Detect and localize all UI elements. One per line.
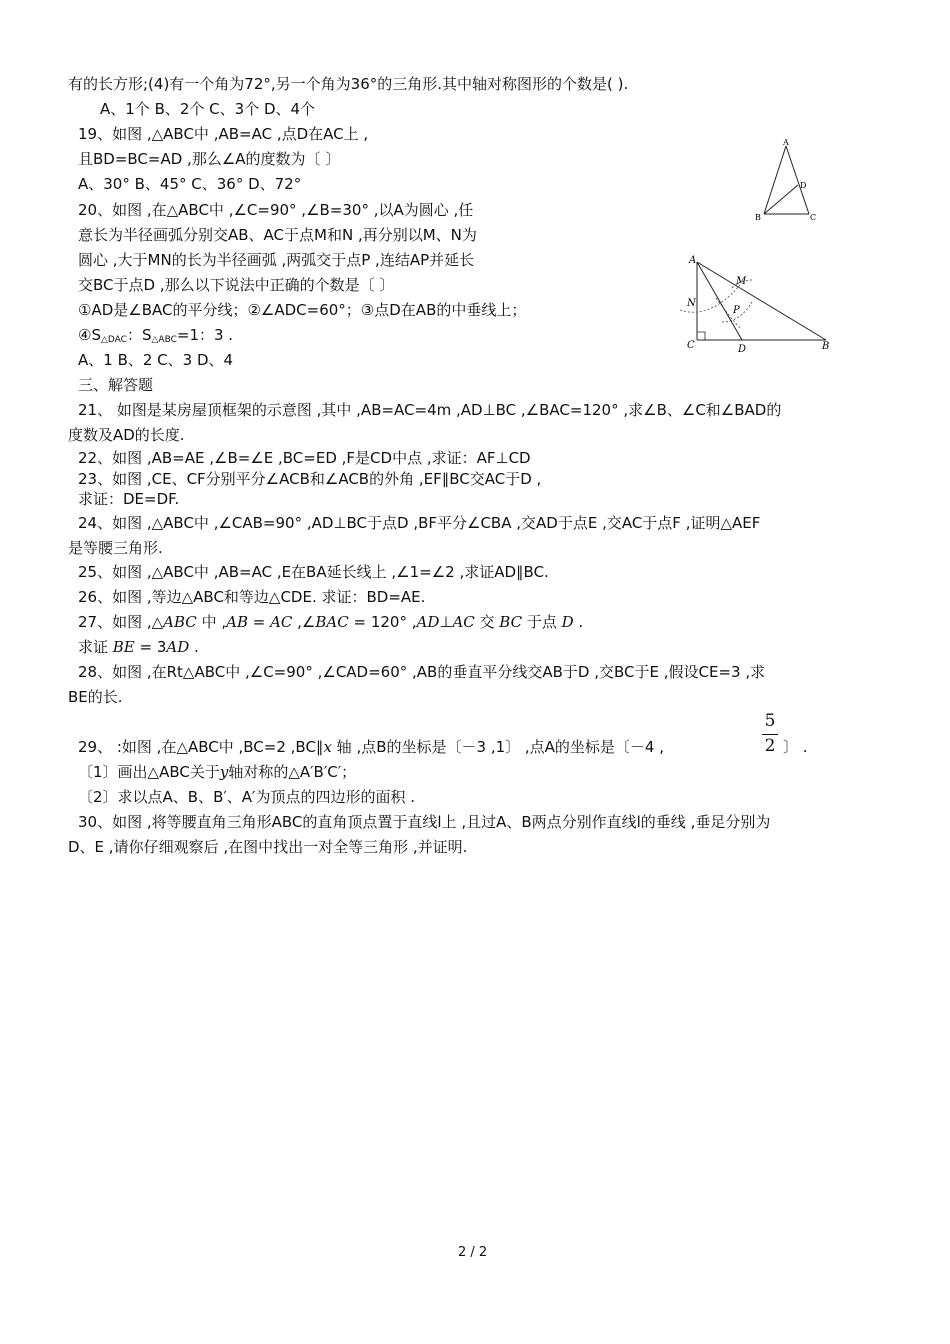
question-19-line2: 且BD=BC=AD ,那么∠A的度数为〔 〕 <box>78 150 341 168</box>
figure-q19-triangle <box>745 136 825 224</box>
label-D: D <box>800 181 807 190</box>
question-29-part2: 〔2〕求以点A、B、B′、A′为顶点的四边形的面积 . <box>78 788 415 806</box>
right-angle-mark <box>697 332 705 340</box>
question-27-line2: 求证 BE = 3AD . <box>78 638 199 656</box>
label-D: D <box>738 344 747 355</box>
fraction-denominator: 2 <box>764 736 776 756</box>
question-29-line1-end: 〕 . <box>783 738 808 756</box>
segment-AC <box>786 146 809 214</box>
question-19-line1: 19、如图 ,△ABC中 ,AB=AC ,点D在AC上 , <box>78 125 369 143</box>
question-30-line2: D、E ,请你仔细观察后 ,在图中找出一对全等三角形 ,并证明. <box>68 838 468 856</box>
label-A: A <box>689 255 697 266</box>
page-number: 2 / 2 <box>458 1245 488 1260</box>
segment-AB <box>697 262 826 340</box>
question-25: 25、如图 ,△ABC中 ,AB=AC ,E在BA延长线上 ,∠1=∠2 ,求证AD∥BC. <box>78 563 549 581</box>
question-29-line1: 29、 :如图 ,在△ABC中 ,BC=2 ,BC∥x 轴 ,点B的坐标是〔－3 ,1〕 ,点A的坐标是〔－4 , <box>78 738 665 756</box>
question-30-line1: 30、如图 ,将等腰直角三角形ABC的直角顶点置于直线l上 ,且过A、B两点分别作直线l的垂线 ,垂足分别为 <box>78 813 771 831</box>
figure-q20-triangle <box>680 250 840 356</box>
question-20-line6: $④S_{\triangle DAC}$：$S_{\triangle ABC}=1$：3 . <box>78 326 234 345</box>
label-P: P <box>733 305 740 316</box>
label-C: C <box>687 340 695 351</box>
question-18-tail: 有的长方形;(4)有一个角为72°,另一个角为36°的三角形.其中轴对称图形的个数是( ). <box>68 75 629 93</box>
label-N: N <box>687 298 696 309</box>
label-B: B <box>822 341 830 352</box>
question-23-line1: 23、如图 ,CE、CF分别平分∠ACB和∠ACB的外角 ,EF∥BC交AC于D , <box>78 470 542 488</box>
question-22: 22、如图 ,AB=AE ,∠B=∠E ,BC=ED ,F是CD中点 ,求证：AF⊥CD <box>78 449 531 467</box>
question-24-line2: 是等腰三角形. <box>68 539 163 557</box>
question-19-options: A、30° B、45° C、36° D、72° <box>78 175 302 193</box>
label-C: C <box>810 213 817 222</box>
question-20-line1: 20、如图 ,在△ABC中 ,∠C=90° ,∠B=30° ,以A为圆心 ,任 <box>78 201 474 219</box>
question-28-line1: 28、如图 ,在Rt△ABC中 ,∠C=90° ,∠CAD=60° ,AB的垂直平分线交AB于D ,交BC于E ,假设CE=3 ,求 <box>78 663 766 681</box>
question-23-line2: 求证：DE=DF. <box>78 490 180 508</box>
label-B: B <box>755 213 761 222</box>
fraction-bar <box>762 734 778 735</box>
question-21-line2: 度数及AD的长度. <box>68 426 185 444</box>
question-20-line3: 圆心 ,大于MN的长为半径画弧 ,两弧交于点P ,连结AP并延长 <box>78 251 475 269</box>
fraction-numerator: 5 <box>764 711 776 731</box>
question-20-options: A、1 B、2 C、3 D、4 <box>78 351 234 369</box>
question-24-line1: 24、如图 ,△ABC中 ,∠CAB=90° ,AD⊥BC于点D ,BF平分∠CBA ,交AD于点E ,交AC于点F ,证明△AEF <box>78 514 761 532</box>
section-heading: 三、解答题 <box>78 376 154 394</box>
question-26: 26、如图 ,等边△ABC和等边△CDE. 求证：BD=AE. <box>78 588 426 606</box>
question-20-line2: 意长为半径画弧分别交AB、AC于点M和N ,再分别以M、N为 <box>78 226 477 244</box>
segment-AD <box>697 262 742 340</box>
question-28-line2: BE的长. <box>68 688 123 706</box>
question-21-line1: 21、 如图是某房屋顶框架的示意图 ,其中 ,AB=AC=4m ,AD⊥BC ,∠BAC=120° ,求∠B、∠C和∠BAD的 <box>78 401 782 419</box>
label-M: M <box>736 276 747 287</box>
label-A: A <box>783 138 789 147</box>
question-20-line5: ①AD是∠BAC的平分线；②∠ADC=60°；③点D在AB的中垂线上； <box>78 301 527 319</box>
question-18-options: A、1个 B、2个 C、3个 D、4个 <box>100 100 316 118</box>
segment-AB <box>764 146 786 214</box>
question-29-part1: 〔1〕画出△ABC关于y轴对称的△A′B′C′； <box>78 763 357 781</box>
question-20-line4: 交BC于点D ,那么以下说法中正确的个数是〔 〕 <box>78 276 395 294</box>
question-27-line1: 27、如图 ,△ABC 中 ,AB = AC ,∠BAC = 120° ,AD⊥AC 交 BC 于点 D . <box>78 613 584 631</box>
